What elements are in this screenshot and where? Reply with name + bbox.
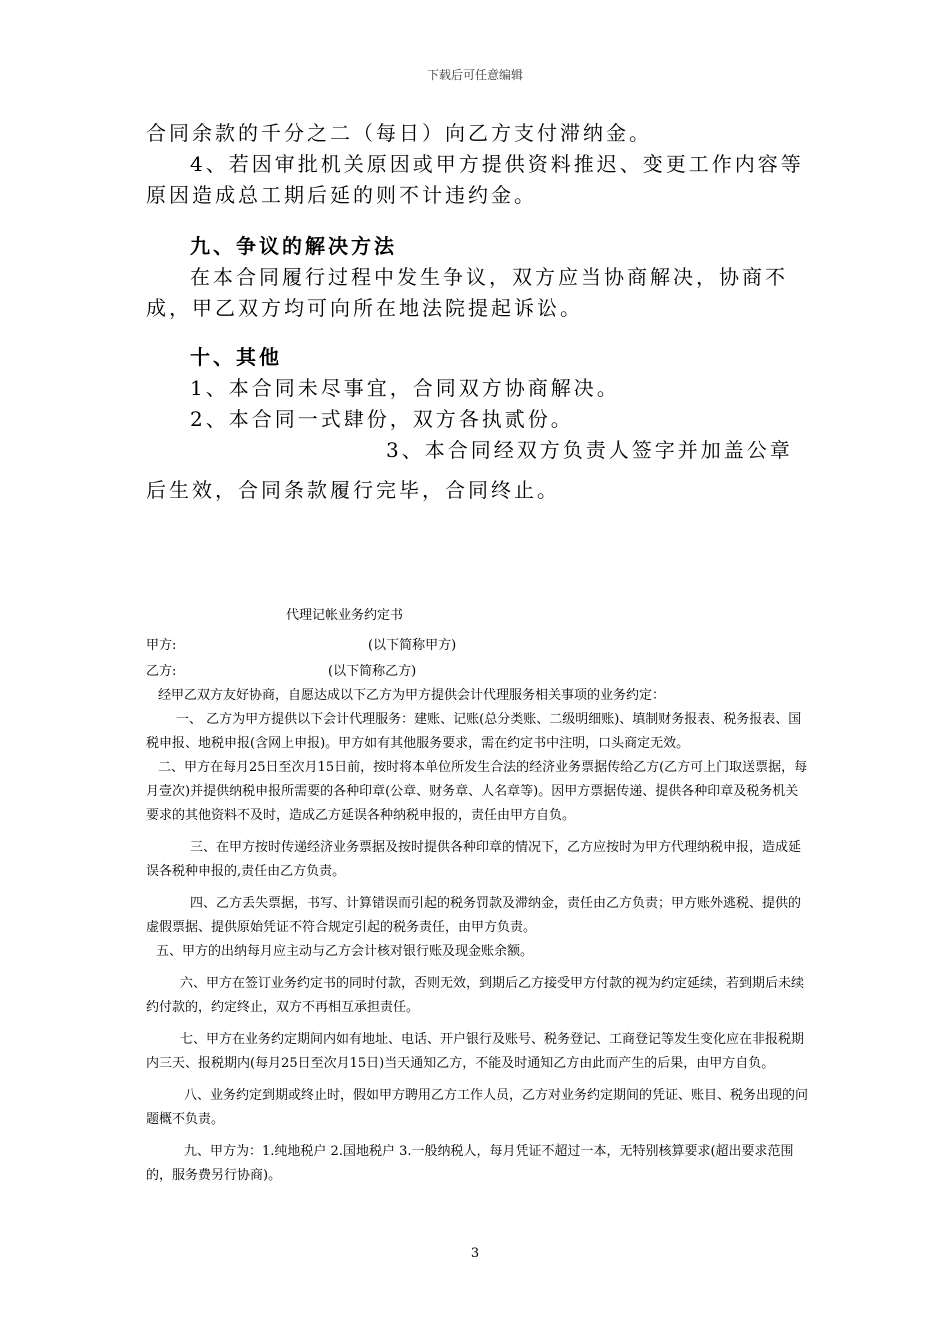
page-number: 3 — [470, 1246, 480, 1261]
clause-4: 四、乙方丢失票据，书写、计算错误而引起的税务罚款及滞纳金，责任由乙方负责；甲方账外逃税、提供的虚假票据、提供原始凭证不符合规定引起的税务责任，由甲方负责。 — [146, 896, 802, 935]
contract-continuation — [146, 118, 814, 506]
party-b-row — [146, 658, 810, 684]
party-a-abbr: (以下简称甲方) — [368, 638, 457, 653]
section-10-item-3-cont: 后生效，合同条款履行完毕，合同终止。 — [146, 478, 560, 502]
section-10-item-2: 2、本合同一式肆份，双方各执贰份。 — [190, 407, 574, 431]
page-header: 下载后可任意编辑 — [426, 68, 523, 82]
party-b-label: 乙方: — [146, 664, 177, 679]
clause-3: 三、在甲方按时传递经济业务票据及按时提供各种印章的情况下，乙方应按时为甲方代理纳税申报，造成延误各税种申报的,责任由乙方负责。 — [146, 840, 802, 879]
agency-agreement — [146, 604, 810, 1188]
section-9-title: 九、争议的解决方法 — [190, 234, 397, 258]
agreement-intro: 经甲乙双方友好协商，自愿达成以下乙方为甲方提供会计代理服务相关事项的业务约定： — [158, 688, 666, 703]
party-b-abbr: (以下简称乙方) — [328, 664, 417, 679]
clause-2: 二、甲方在每月25日至次月15日前，按时将本单位所发生合法的经济业务票据传给乙方(乙方可上门取送票据，每月壹次)并提供纳税申报所需要的各种印章(公章、财务章、人名章等)。因甲方票据传递、提供各种印章及税务机关要求的其他资料不及时，造成乙方延误各种纳税申报的，责任由甲方自负。 — [146, 760, 808, 823]
agreement-title: 代理记帐业务约定书 — [286, 608, 404, 623]
clause-1: 一、 乙方为甲方提供以下会计代理服务：建账、记账(总分类账、二级明细账)、填制财务报表、税务报表、国税申报、地税申报(含网上申报)。甲方如有其他服务要求，需在约定书中注明，口头商定无效。 — [146, 712, 802, 751]
clause-7: 七、甲方在业务约定期间内如有地址、电话、开户银行及账号、税务登记、工商登记等发生变化应在非报税期内三天、报税期内(每月25日至次月15日)当天通知乙方，不能及时通知乙方由此而产生的后果，由甲方自负。 — [146, 1032, 805, 1071]
clause-item-4: 4、若因审批机关原因或甲方提供资料推迟、变更工作内容等原因造成总工期后延的则不计违约金。 — [146, 152, 804, 207]
clause-6: 六、甲方在签订业务约定书的同时付款，否则无效，到期后乙方接受甲方付款的视为约定延续，若到期后未续约付款的，约定终止，双方不再相互承担责任。 — [146, 976, 805, 1015]
section-10-item-1: 1、本合同未尽事宜，合同双方协商解决。 — [190, 376, 620, 400]
clause-9: 九、甲方为：1.纯地税户 2.国地税户 3.一般纳税人，每月凭证不超过一本，无特别核算要求(超出要求范围的，服务费另行协商)。 — [146, 1144, 794, 1183]
clause-5: 五、甲方的出纳每月应主动与乙方会计核对银行账及现金账余额。 — [156, 944, 534, 959]
penalty-line: 合同余款的千分之二（每日）向乙方支付滞纳金。 — [146, 121, 652, 145]
section-10-item-3: 3、本合同经双方负责人签字并加盖公章 — [386, 438, 793, 462]
clause-8: 八、业务约定到期或终止时，假如甲方聘用乙方工作人员，乙方对业务约定期间的凭证、账目、税务出现的问题概不负责。 — [146, 1088, 809, 1127]
section-10-title: 十、其他 — [190, 345, 282, 369]
party-a-row — [146, 632, 810, 658]
party-a-label: 甲方: — [146, 638, 177, 653]
section-9-body: 在本合同履行过程中发生争议，双方应当协商解决，协商不成，甲乙双方均可向所在地法院提起诉讼。 — [146, 265, 788, 320]
